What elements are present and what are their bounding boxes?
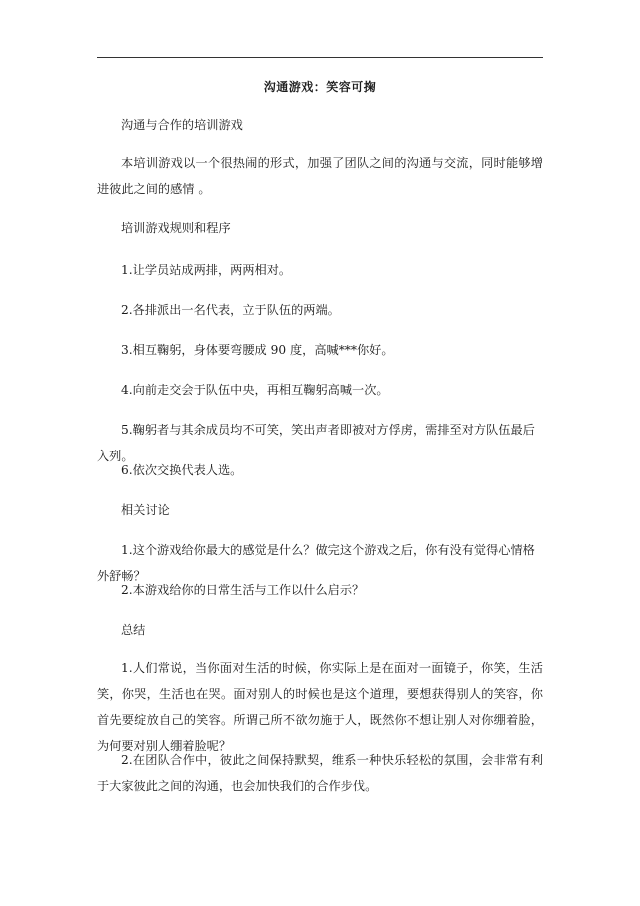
- header-rule: [97, 57, 543, 58]
- section-heading-summary: 总结: [121, 623, 146, 637]
- subtitle-paragraph: 沟通与合作的培训游戏: [121, 118, 243, 132]
- rule-item-3: 3.相互鞠躬，身体要弯腰成 90 度，高喊***你好。: [121, 343, 394, 357]
- rule-item-5: 5.鞠躬者与其余成员均不可笑，笑出声者即被对方俘虏，需排至对方队伍最后入列。: [97, 423, 535, 463]
- intro-paragraph: 本培训游戏以一个很热闹的形式，加强了团队之间的沟通与交流，同时能够增进彼此之间的感情 。: [97, 156, 543, 196]
- rule-item-4: 4.向前走交会于队伍中央，再相互鞠躬高喊一次。: [121, 383, 389, 397]
- discussion-item-1: 1.这个游戏给你最大的感觉是什么？做完这个游戏之后，你有没有觉得心情格外舒畅？: [97, 543, 535, 583]
- section-heading-discussion: 相关讨论: [121, 503, 170, 517]
- document-title: 沟通游戏：笑容可掬: [263, 80, 377, 94]
- discussion-item-2: 2.本游戏给你的日常生活与工作以什么启示？: [121, 583, 365, 597]
- section-heading-rules: 培训游戏规则和程序: [121, 221, 231, 235]
- rule-item-6: 6.依次交换代表人选。: [121, 463, 243, 477]
- summary-item-2: 2.在团队合作中，彼此之间保持默契，维系一种快乐轻松的氛围，会非常有利于大家彼此之间的沟通，也会加快我们的合作步伐。: [97, 753, 543, 793]
- rule-item-1: 1.让学员站成两排，两两相对。: [121, 263, 292, 277]
- summary-item-1: 1.人们常说，当你面对生活的时候，你实际上是在面对一面镜子，你笑，生活笑，你哭，生活也在哭。面对别人的时候也是这个道理，要想获得别人的笑容，你首先要绽放自己的笑容。所谓己所不欲勿施于人，既然你不想让别人对你绷着脸，为何要对别人绷着脸呢？: [97, 661, 543, 753]
- rule-item-2: 2.各排派出一名代表，立于队伍的两端。: [121, 303, 340, 317]
